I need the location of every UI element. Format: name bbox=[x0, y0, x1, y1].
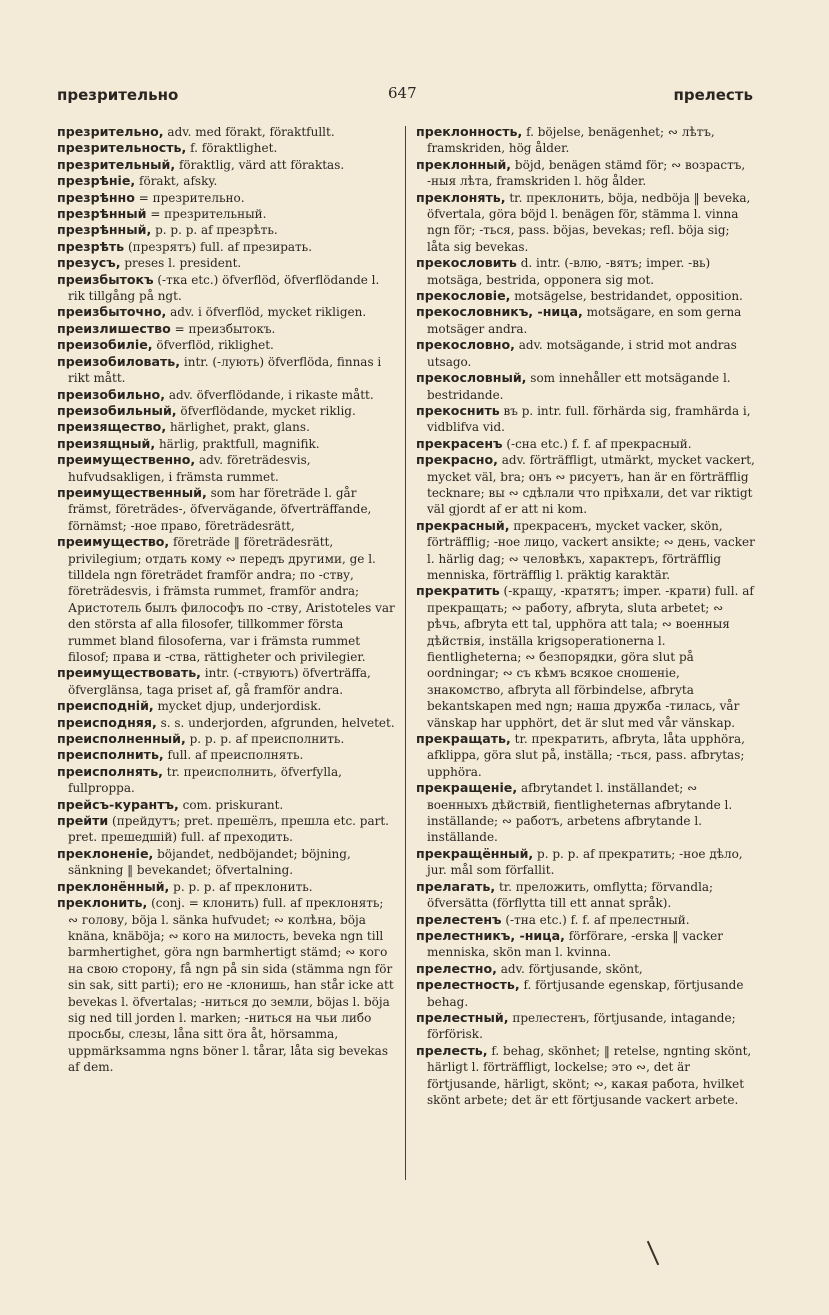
entry-headword: прелестность, bbox=[416, 977, 520, 993]
entry-definition: adv. med förakt, föraktfullt. bbox=[167, 125, 335, 139]
entry-definition: preses l. president. bbox=[124, 256, 242, 271]
entry-definition: som innehåller ett motsägande l. bestridande. bbox=[427, 371, 731, 402]
entry-headword: преисполнять, bbox=[57, 763, 163, 779]
dictionary-entry bbox=[416, 583, 756, 731]
entry-definition: öfverflödande, mycket riklig. bbox=[180, 403, 356, 418]
dictionary-entry bbox=[57, 403, 395, 419]
dictionary-entry bbox=[57, 731, 395, 747]
entry-headword: прекословный, bbox=[416, 370, 527, 386]
dictionary-entry bbox=[57, 797, 395, 813]
entry-headword: прекращеніе, bbox=[416, 780, 518, 796]
entry-definition: прекрасенъ, mycket vacker, skön, förträfflig; -ное лицо, vackert ansikte; ∾ день, vacker l. härlig dag; ∾ человѣкъ, характеръ, förträfflig menniska, förträfflig l. präktig karaktär. bbox=[427, 518, 755, 582]
dictionary-entry bbox=[57, 206, 395, 222]
entry-headword: презрѣть bbox=[57, 238, 125, 254]
entry-definition: böjd, benägen stämd för; ∾ возрастъ, -ныя лѣта, framskriden l. hög ålder. bbox=[427, 157, 746, 189]
left-column bbox=[57, 124, 395, 1076]
entry-definition: = преизбытокъ. bbox=[174, 321, 276, 336]
entry-definition: p. p. p. af прекратить; -ное дѣло, jur. mål som förfallit. bbox=[427, 846, 743, 878]
entry-definition: motsägelse, bestridandet, opposition. bbox=[514, 289, 743, 304]
entry-headword: преисподній, bbox=[57, 698, 154, 714]
entry-headword: преизобиловать, bbox=[57, 353, 181, 369]
running-head-right: прелесть bbox=[673, 86, 753, 104]
entry-headword: презрѣнно bbox=[57, 189, 135, 205]
entry-definition: = презрительно. bbox=[138, 190, 245, 205]
entry-headword: прекословникъ, -ница, bbox=[416, 304, 583, 320]
dictionary-entry bbox=[57, 813, 395, 846]
entry-headword: преисполненный, bbox=[57, 731, 186, 747]
dictionary-entry bbox=[416, 961, 756, 977]
entry-headword: преизбытокъ bbox=[57, 271, 154, 287]
dictionary-entry bbox=[416, 288, 756, 304]
entry-definition: öfverflöd, riklighet. bbox=[156, 338, 274, 353]
dictionary-entry bbox=[57, 354, 395, 387]
entry-headword: прейсъ-курантъ, bbox=[57, 796, 179, 812]
entry-headword: преклонённый, bbox=[57, 878, 170, 894]
dictionary-entry bbox=[416, 1043, 756, 1109]
entry-definition: adv. företrädesvis, hufvudsakligen, i främsta rummet. bbox=[68, 453, 311, 484]
entry-headword: преклонять, bbox=[416, 189, 506, 205]
dictionary-entry bbox=[57, 534, 395, 665]
entry-definition: (-тка etc.) öfverflöd, öfverflödande l. rik tillgång på ngt. bbox=[68, 272, 380, 304]
entry-headword: прекрасно, bbox=[416, 452, 498, 468]
dictionary-entry bbox=[57, 321, 395, 337]
entry-headword: преизящный, bbox=[57, 435, 156, 451]
dictionary-entry bbox=[416, 124, 756, 157]
dictionary-entry bbox=[57, 879, 395, 895]
entry-headword: преимуществовать, bbox=[57, 665, 201, 681]
entry-definition: adv. förtjusande, skönt, bbox=[500, 961, 643, 976]
entry-definition: f. föraktlighet. bbox=[190, 141, 278, 156]
entry-headword: преизбыточно, bbox=[57, 304, 167, 320]
entry-headword: преизобиліе, bbox=[57, 337, 153, 353]
entry-definition: f. behag, skönhet; ‖ retelse, ngnting skönt, härligt l. förträffligt, lockelse; это ∾, det är förtjusande, härligt, skönt; ∾, какая работа, hvilket skönt arbete; det är ett förtjusande vackert arbete. bbox=[427, 1043, 752, 1107]
entry-definition: p. p. p. af презрѣть. bbox=[155, 223, 278, 238]
entry-definition: p. p. p. af преклонить. bbox=[173, 879, 313, 894]
entry-headword: преизящество, bbox=[57, 419, 167, 435]
dictionary-entry bbox=[416, 780, 756, 846]
dictionary-entry bbox=[416, 518, 756, 584]
entry-definition: motsägare, en som gerna motsäger andra. bbox=[427, 305, 742, 336]
dictionary-entry bbox=[57, 304, 395, 320]
entry-definition: förförare, -erska ‖ vacker menniska, skön man l. kvinna. bbox=[427, 928, 723, 960]
dictionary-entry bbox=[57, 272, 395, 305]
dictionary-entry bbox=[416, 879, 756, 912]
entry-definition: (conj. = клонить) full. af преклонять; ∾ голову, böja l. sänka hufvudet; ∾ колѣна, böja knäna, knäböja; ∾ кого на милость, beveka ngn till barmhertighet, göra ngn barmhertigt stämd; ∾ кого на свою сторону, få ngn på sin sida (stämma ngn för sin sak, sitt parti); его не -клонишь, han står icke att bevekas l. öfvertalas; -ниться до земли, böjas l. böja sig ned till jorden l. marken; -ниться на чьи либо просьбы, слезы, låna sitt öra åt, hörsamma, uppmärksamma ngns böner l. tårar, låta sig bevekas af dem. bbox=[68, 896, 394, 1075]
dictionary-entry bbox=[57, 173, 395, 189]
entry-headword: преклонить, bbox=[57, 895, 148, 911]
running-head-left: презрительно bbox=[57, 86, 179, 104]
dictionary-entry bbox=[57, 419, 395, 435]
entry-headword: презрительный, bbox=[57, 156, 176, 172]
dictionary-entry bbox=[57, 698, 395, 714]
entry-definition: intr. (-лують) öfverflöda, finnas i rikt mått. bbox=[68, 354, 382, 386]
entry-headword: прекращать, bbox=[416, 731, 511, 747]
entry-headword: прекрасенъ bbox=[416, 435, 503, 451]
column-divider bbox=[405, 126, 406, 1180]
entry-headword: преимущество, bbox=[57, 534, 170, 550]
entry-headword: презрѣнный, bbox=[57, 222, 152, 238]
entry-definition: mycket djup, underjordisk. bbox=[157, 699, 322, 714]
dictionary-entry bbox=[57, 715, 395, 731]
dictionary-entry bbox=[416, 977, 756, 1010]
entry-definition: f. böjelse, benägenhet; ∾ лѣтъ, framskriden, hög ålder. bbox=[427, 125, 715, 156]
dictionary-entry bbox=[57, 190, 395, 206]
dictionary-entry bbox=[416, 731, 756, 780]
entry-definition: tr. преложить, omflytta; förvandla; öfversätta (förflytta till ett annat språk). bbox=[427, 879, 714, 911]
dictionary-entry bbox=[416, 190, 756, 256]
dictionary-entry bbox=[416, 928, 756, 961]
dictionary-entry bbox=[57, 124, 395, 140]
dictionary-entry bbox=[416, 403, 756, 436]
entry-definition: böjandet, nedböjandet; böjning, sänkning ‖ bevekandet; öfvertalning. bbox=[68, 846, 351, 878]
entry-definition: afbrytandet l. inställandet; ∾ военныхъ дѣйствій, fientligheternas afbrytande l. inställande; ∾ работъ, arbetens afbrytande l. inställande. bbox=[427, 781, 733, 845]
entry-definition: прелестенъ, förtjusande, intagande; förförisk. bbox=[427, 1010, 736, 1042]
entry-headword: презрительность, bbox=[57, 140, 187, 156]
dictionary-entry bbox=[57, 895, 395, 1075]
entry-definition: adv. i öfverflöd, mycket rikligen. bbox=[170, 305, 367, 320]
entry-definition: full. af преисполнять. bbox=[167, 748, 304, 763]
entry-definition: s. s. underjorden, afgrunden, helvetet. bbox=[160, 715, 395, 730]
entry-definition: adv. förträffligt, utmärkt, mycket vackert, mycket väl, bra; онъ ∾ рисуетъ, han är en förträfflig tecknare; вы ∾ сдѣлали что пріѣхали, det var riktigt väl gjordt af er att ni kom. bbox=[427, 453, 755, 517]
dictionary-entry bbox=[57, 665, 395, 698]
dictionary-entry bbox=[57, 485, 395, 534]
entry-headword: презусъ, bbox=[57, 255, 121, 271]
entry-headword: прекословно, bbox=[416, 337, 515, 353]
entry-headword: прелестенъ bbox=[416, 911, 502, 927]
entry-definition: d. intr. (-влю, -вятъ; imper. -вь) motsäga, bestrida, opponera sig mot. bbox=[427, 256, 711, 287]
dictionary-entry bbox=[57, 337, 395, 353]
dictionary-entry bbox=[416, 846, 756, 879]
dictionary-entry bbox=[416, 304, 756, 337]
entry-headword: прекословіе, bbox=[416, 288, 511, 304]
entry-definition: (презрятъ) full. af презирать. bbox=[127, 239, 313, 254]
entry-definition: = презрительный. bbox=[150, 207, 267, 222]
entry-headword: прекрасный, bbox=[416, 517, 510, 533]
entry-definition: som har företräde l. går främst, företrädes-, öfvervägande, öfverträffande, förnämst; -ное право, företrädesrätt, bbox=[68, 485, 372, 533]
dictionary-entry bbox=[57, 140, 395, 156]
dictionary-entry bbox=[57, 387, 395, 403]
dictionary-entry bbox=[57, 222, 395, 238]
entry-headword: презрительно, bbox=[57, 124, 164, 139]
entry-definition: tr. прекратить, afbryta, låta upphöra, afklippa, göra slut på, inställa; -ться, pass. afbrytas; upphöra. bbox=[427, 732, 745, 779]
dictionary-entry bbox=[57, 764, 395, 797]
dictionary-entry bbox=[57, 436, 395, 452]
entry-headword: прелагать, bbox=[416, 878, 496, 894]
dictionary-entry bbox=[416, 255, 756, 288]
entry-definition: föraktlig, värd att föraktas. bbox=[178, 157, 345, 172]
entry-definition: p. p. p. af преисполнить. bbox=[189, 732, 345, 747]
entry-headword: прекоснить bbox=[416, 402, 500, 418]
entry-headword: прекращённый, bbox=[416, 845, 534, 861]
entry-definition: tr. преисполнить, öfverfylla, fullproppa. bbox=[68, 764, 342, 796]
dictionary-entry bbox=[416, 1010, 756, 1043]
entry-headword: преисподняя, bbox=[57, 714, 157, 730]
entry-headword: преисполнить, bbox=[57, 747, 164, 763]
dictionary-entry bbox=[416, 370, 756, 403]
right-column bbox=[416, 124, 756, 1108]
entry-definition: f. förtjusande egenskap, förtjusande behag. bbox=[427, 978, 744, 1009]
entry-headword: преизобильный, bbox=[57, 402, 177, 418]
page-number: 647 bbox=[388, 84, 417, 102]
entry-definition: härlighet, prakt, glans. bbox=[169, 420, 310, 435]
entry-definition: företräde ‖ företrädesrätt, privilegium; отдать кому ∾ передъ другими, ge l. tilldela ngn företrädet framför andra; по -ству, företrädesvis, i främsta rummet, framför andra; Аристотель былъ философъ по -ству, Aristoteles var den största af alla filosofer, tillkommer första rummet bland filosoferna, var i främsta rummet filosof; права и -ства, rättigheter och privilegier. bbox=[68, 535, 395, 664]
entry-definition: förakt, afsky. bbox=[139, 174, 218, 189]
dictionary-entry bbox=[57, 846, 395, 879]
entry-definition: (прейдутъ; pret. прешёлъ, прешла etc. part. pret. прешедшій) full. af преходить. bbox=[68, 814, 389, 845]
entry-headword: прейти bbox=[57, 813, 109, 829]
dictionary-entry bbox=[57, 255, 395, 271]
dictionary-entry bbox=[57, 239, 395, 255]
entry-headword: преклонность, bbox=[416, 124, 523, 139]
entry-headword: презрѣніе, bbox=[57, 173, 136, 189]
entry-headword: преклоненіе, bbox=[57, 845, 154, 861]
entry-headword: преизлишество bbox=[57, 320, 171, 336]
dictionary-entry bbox=[416, 912, 756, 928]
dictionary-entry bbox=[57, 747, 395, 763]
entry-headword: прекословить bbox=[416, 255, 517, 271]
entry-headword: презрѣнный bbox=[57, 206, 147, 222]
entry-definition: tr. преклонить, böja, nedböja ‖ beveka, öfvertala, göra böjd l. benägen för, stämma l. vinna ngn för; -ться, pass. böjas, bevekas; refl. böja sig; låta sig bevekas. bbox=[427, 190, 751, 254]
pencil-mark bbox=[647, 1241, 659, 1266]
dictionary-entry bbox=[57, 157, 395, 173]
entry-headword: преимущественно, bbox=[57, 452, 196, 468]
entry-headword: прелестный, bbox=[416, 1009, 509, 1025]
entry-definition: (-кращу, -кратятъ; imper. -крати) full. af прекращать; ∾ работу, afbryta, sluta arbetet; ∾ рѣчь, afbryta ett tal, upphöra att tala; ∾ военныя дѣйствія, inställa krigsoperationerna l. fientligheterna; ∾ безпорядки, göra slut på oordningar; ∾ съ кѣмъ всякое сношеніе, знакомство, afbryta all förbindelse, afbryta bekantskapen med ngn; наша дружба -тилась, vår vänskap har upphört, det är slut med vår vänskap. bbox=[427, 584, 754, 730]
entry-headword: прекратить bbox=[416, 583, 500, 599]
entry-definition: adv. motsägande, i strid mot andras utsago. bbox=[427, 338, 737, 369]
dictionary-entry bbox=[416, 337, 756, 370]
entry-headword: прелестникъ, -ница, bbox=[416, 927, 565, 943]
entry-headword: прелесть, bbox=[416, 1042, 488, 1058]
entry-headword: преклонный, bbox=[416, 156, 512, 172]
dictionary-entry bbox=[57, 452, 395, 485]
entry-headword: прелестно, bbox=[416, 960, 497, 976]
entry-definition: adv. öfverflödande, i rikaste mått. bbox=[168, 387, 374, 402]
entry-definition: (-сна etc.) f. f. af прекрасный. bbox=[506, 436, 692, 451]
dictionary-entry bbox=[416, 157, 756, 190]
dictionary-entry bbox=[416, 452, 756, 518]
entry-headword: преизобильно, bbox=[57, 386, 165, 402]
entry-headword: преимущественный, bbox=[57, 484, 207, 500]
entry-definition: com. priskurant. bbox=[182, 797, 284, 812]
entry-definition: intr. (-ствуютъ) öfverträffa, öfverglänsa, taga priset af, gå framför andra. bbox=[68, 666, 371, 697]
entry-definition: въ p. intr. full. förhärda sig, framhärda i, vidblifva vid. bbox=[427, 403, 751, 435]
dictionary-entry bbox=[416, 436, 756, 452]
entry-definition: (-тна etc.) f. f. af прелестный. bbox=[505, 912, 690, 927]
entry-definition: härlig, praktfull, magnifik. bbox=[158, 436, 320, 451]
